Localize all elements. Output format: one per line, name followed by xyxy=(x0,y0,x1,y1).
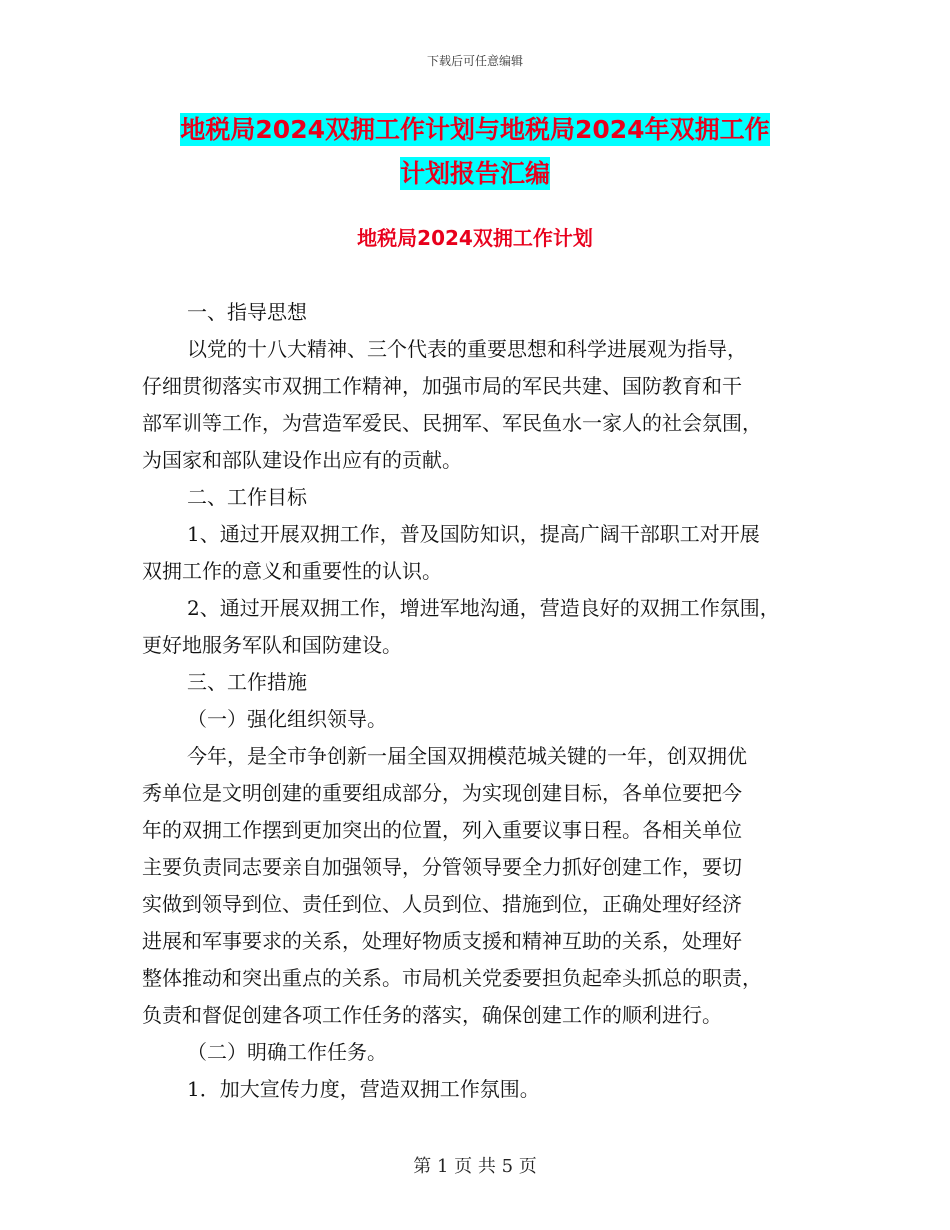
paragraph-line: 主要负责同志要亲自加强领导，分管领导要全力抓好创建工作，要切 xyxy=(142,855,742,879)
paragraph-line: 1、通过开展双拥工作，普及国防知识，提高广阔干部职工对开展 xyxy=(187,522,760,546)
title-highlight-1: 地税局2024双拥工作计划与地税局2024年双拥工作 xyxy=(180,115,770,144)
paragraph-line: 更好地服务军队和国防建设。 xyxy=(142,633,402,657)
paragraph-line: 2、通过开展双拥工作，增进军地沟通，营造良好的双拥工作氛围， xyxy=(187,596,780,620)
subheading-organization: （一）强化组织领导。 xyxy=(187,707,387,731)
paragraph-line: 双拥工作的意义和重要性的认识。 xyxy=(142,559,442,583)
title-highlight-2: 计划报告汇编 xyxy=(399,159,550,188)
paragraph-line: 实做到领导到位、责任到位、人员到位、措施到位，正确处理好经济 xyxy=(142,892,742,916)
page-number-footer: 第 1 页 共 5 页 xyxy=(413,1156,537,1177)
section-title: 地税局2024双拥工作计划 xyxy=(357,226,593,250)
document-title-line-2 xyxy=(0,157,950,191)
heading-work-measures: 三、工作措施 xyxy=(187,670,307,694)
paragraph-line: 整体推动和突出重点的关系。市局机关党委要担负起牵头抓总的职责， xyxy=(142,966,762,990)
paragraph-line: 进展和军事要求的关系，处理好物质支援和精神互助的关系，处理好 xyxy=(142,929,742,953)
paragraph-line: 今年，是全市争创新一届全国双拥模范城关键的一年，创双拥优 xyxy=(187,744,747,768)
paragraph-line: 为国家和部队建设作出应有的贡献。 xyxy=(142,448,462,472)
heading-work-goals: 二、工作目标 xyxy=(187,485,307,509)
subheading-tasks: （二）明确工作任务。 xyxy=(187,1040,387,1064)
paragraph-line: 仔细贯彻落实市双拥工作精神，加强市局的军民共建、国防教育和干 xyxy=(142,374,742,398)
document-title-line-1 xyxy=(0,113,950,147)
paragraph-line: 部军训等工作，为营造军爱民、民拥军、军民鱼水一家人的社会氛围， xyxy=(142,411,762,435)
paragraph-line: 1．加大宣传力度，营造双拥工作氛围。 xyxy=(187,1077,540,1101)
paragraph-line: 以党的十八大精神、三个代表的重要思想和科学进展观为指导， xyxy=(187,337,747,361)
paragraph-line: 负责和督促创建各项工作任务的落实，确保创建工作的顺利进行。 xyxy=(142,1003,722,1027)
document-body xyxy=(142,294,817,1108)
paragraph-line: 年的双拥工作摆到更加突出的位置，列入重要议事日程。各相关单位 xyxy=(142,818,742,842)
paragraph-line: 秀单位是文明创建的重要组成部分，为实现创建目标，各单位要把今 xyxy=(142,781,742,805)
heading-guiding-ideology: 一、指导思想 xyxy=(187,300,307,324)
page-header-note: 下载后可任意编辑 xyxy=(426,54,523,68)
